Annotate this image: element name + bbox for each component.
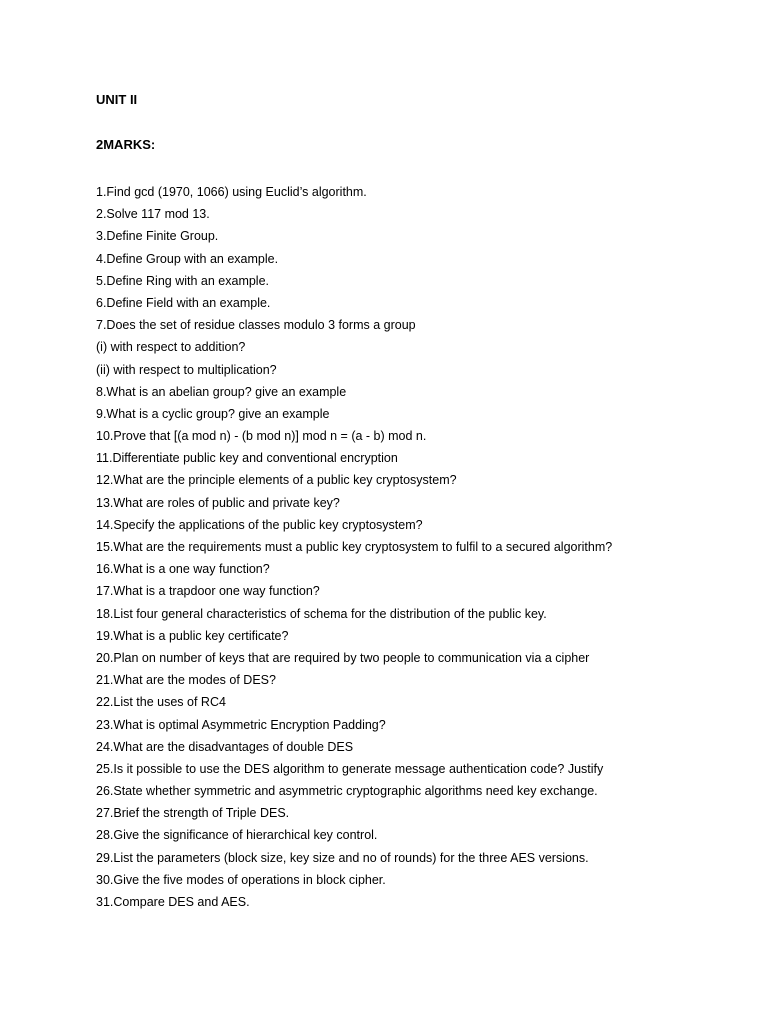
question-item: 21.What are the modes of DES? xyxy=(96,673,276,688)
question-item: 18.List four general characteristics of schema for the distribution of the public key. xyxy=(96,606,547,621)
question-item: 4.Define Group with an example. xyxy=(96,251,279,266)
question-item: 23.What is optimal Asymmetric Encryption Padding? xyxy=(96,717,386,732)
question-item: 27.Brief the strength of Triple DES. xyxy=(96,806,290,821)
question-item: 24.What are the disadvantages of double DES xyxy=(96,739,354,754)
question-item: 12.What are the principle elements of a public key cryptosystem? xyxy=(96,473,457,488)
question-item: 5.Define Ring with an example. xyxy=(96,273,270,288)
question-item: (i) with respect to addition? xyxy=(96,340,246,355)
question-item: 9.What is a cyclic group? give an example xyxy=(96,406,330,421)
question-item: 22.List the uses of RC4 xyxy=(96,695,226,710)
question-item: 11.Differentiate public key and conventional encryption xyxy=(96,451,398,466)
question-item: 6.Define Field with an example. xyxy=(96,295,271,310)
question-item: (ii) with respect to multiplication? xyxy=(96,362,277,377)
question-item: 26.State whether symmetric and asymmetric cryptographic algorithms need key exchange. xyxy=(96,784,598,799)
question-item: 20.Plan on number of keys that are required by two people to communication via a cipher xyxy=(96,650,590,665)
unit-title: UNIT II xyxy=(96,92,138,107)
question-item: 10.Prove that [(a mod n) - (b mod n)] mod n = (a - b) mod n. xyxy=(96,429,427,444)
question-item: 8.What is an abelian group? give an example xyxy=(96,384,347,399)
question-item: 17.What is a trapdoor one way function? xyxy=(96,584,320,599)
section-title: 2MARKS: xyxy=(96,137,156,152)
question-item: 19.What is a public key certificate? xyxy=(96,628,289,643)
question-item: 16.What is a one way function? xyxy=(96,562,270,577)
question-item: 29.List the parameters (block size, key size and no of rounds) for the three AES versions. xyxy=(96,850,589,865)
question-list xyxy=(96,181,612,913)
question-item: 25.Is it possible to use the DES algorithm to generate message authentication code? Justify xyxy=(96,761,604,776)
question-item: 31.Compare DES and AES. xyxy=(96,895,250,909)
question-item: 13.What are roles of public and private key? xyxy=(96,495,340,510)
question-item: 30.Give the five modes of operations in block cipher. xyxy=(96,872,386,887)
question-item: 7.Does the set of residue classes modulo 3 forms a group xyxy=(96,318,416,333)
question-item: 2.Solve 117 mod 13. xyxy=(96,207,210,222)
question-item: 14.Specify the applications of the public key cryptosystem? xyxy=(96,517,423,532)
question-item: 3.Define Finite Group. xyxy=(96,229,219,244)
question-item: 28.Give the significance of hierarchical key control. xyxy=(96,828,378,843)
question-item: 1.Find gcd (1970, 1066) using Euclid’s algorithm. xyxy=(96,185,367,199)
question-item: 15.What are the requirements must a public key cryptosystem to fulfil to a secured algorithm? xyxy=(96,540,613,554)
